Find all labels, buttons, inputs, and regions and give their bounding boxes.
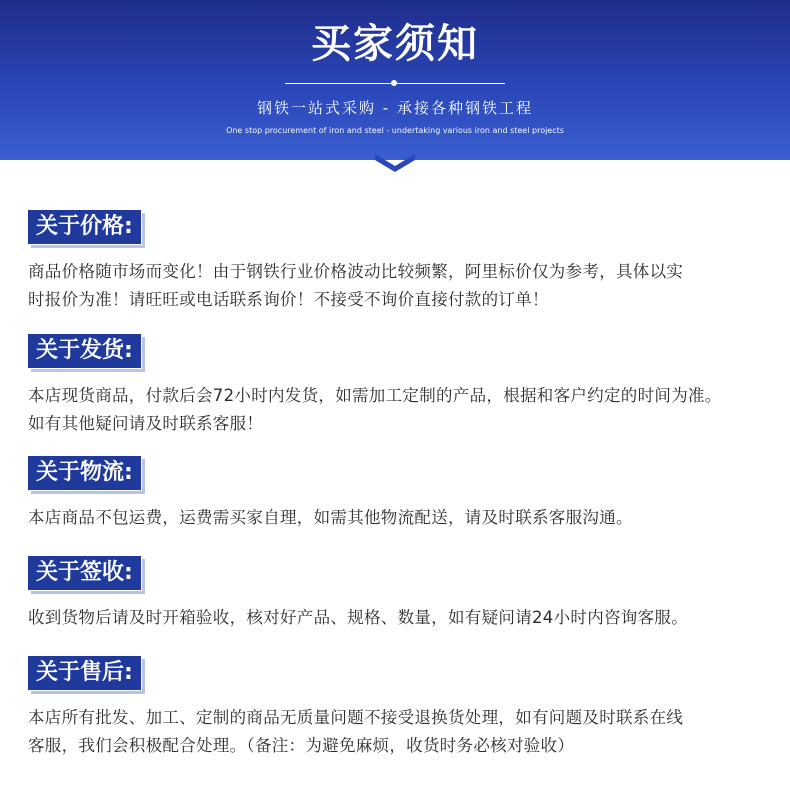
section-shipping [28,334,768,438]
section-price [28,210,768,314]
section-line: 本店现货商品，付款后会72小时内发货，如需加工定制的产品，根据和客户约定的时间为准。 [28,386,722,405]
section-heading: 关于价格: [28,210,141,244]
section-line: 本店所有批发、加工、定制的商品无质量问题不接受退换货处理，如有问题及时联系在线 [28,708,684,727]
section-line: 如有其他疑问请及时联系客服！ [28,414,264,433]
section-body [28,258,768,314]
section-body [28,604,768,632]
banner-subtitle: 钢铁一站式采购 - 承接各种钢铁工程 [257,99,533,117]
section-body [28,704,768,760]
title-divider-left [285,83,395,84]
section-line: 时报价为准！请旺旺或电话联系询价！不接受不询价直接付款的订单！ [28,290,549,309]
banner-subtitle-english: One stop procurement of iron and steel - undertaking various iron and steel projects [226,126,564,135]
section-body [28,504,768,532]
header-banner [0,0,790,160]
section-heading: 关于发货: [28,334,141,368]
section-line: 本店商品不包运费，运费需买家自理，如需其他物流配送，请及时联系客服沟通。 [28,508,633,527]
section-line: 商品价格随市场而变化！由于钢铁行业价格波动比较频繁，阿里标价仅为参考，具体以实 [28,262,684,281]
title-divider-right [395,83,505,84]
chevron-down-icon [375,154,415,174]
section-heading: 关于售后: [28,656,141,690]
section-heading: 关于物流: [28,456,141,490]
section-body [28,382,768,438]
section-receipt [28,556,768,632]
section-line: 收到货物后请及时开箱验收，核对好产品、规格、数量，如有疑问请24小时内咨询客服。 [28,608,688,627]
section-after-sales [28,656,768,760]
section-line: 客服，我们会积极配合处理。（备注：为避免麻烦，收货时务必核对验收） [28,736,575,755]
page-title: 买家须知 [311,21,479,67]
section-logistics [28,456,768,532]
section-heading: 关于签收: [28,556,141,590]
